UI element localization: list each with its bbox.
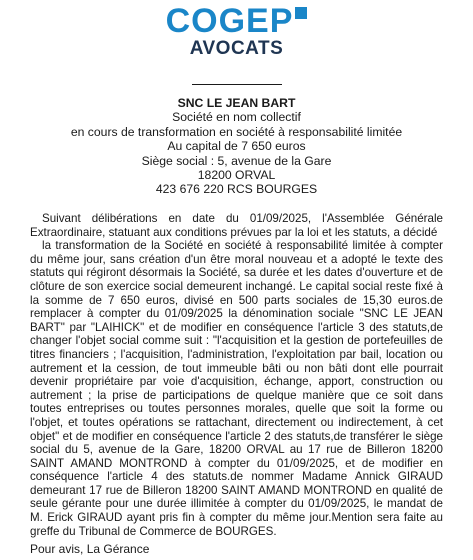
- company-transformation-status: en cours de transformation en société à responsabilité limitée: [70, 124, 403, 139]
- notice-paragraph-intro: Suivant délibérations en date du 01/09/2025, l'Assemblée Générale Extraordinaire, statuant aux conditions prévues par la loi et les statuts, a décidé: [30, 212, 443, 239]
- company-name: SNC LE JEAN BART: [177, 96, 296, 110]
- logo-mark: [165, 2, 308, 40]
- notice-signoff: Pour avis, La Gérance: [30, 542, 150, 556]
- notice-body: [30, 212, 443, 538]
- logo-tagline: AVOCATS: [189, 38, 284, 59]
- logo-square-icon: [295, 7, 307, 19]
- company-header: [0, 96, 473, 197]
- notice-paragraph-decisions: la transformation de la Société en société à responsabilité limitée à compter du même jour, sans création d'un être moral nouveau et a adopté le texte des statuts qui régiront désormais la Société, sa durée et les dates d'ouverture et de clôture de son exercice social demeurent inchangé. Le capital social reste fixé à la somme de 7 650 euros, divisé en 500 parts sociales de 15,30 euros.de remplacer à compter du 01/09/2025 la dénomination sociale "SNC LE JEAN BART" par "LAIHICK" et de modifier en conséquence l'article 3 des statuts,de changer l'objet social comme suit : "l'acquisition et la gestion de portefeuilles de titres financiers ; l'acquisition, l'administration, l'exploitation par bail, location ou autrement et la cession, de tout immeuble bâti ou non bâti dont elle pourrait devenir propriétaire par voie d'acquisition, échange, apport, construction ou autrement ; la prise de participations de quelque manière que ce soit dans toutes entreprises ou toutes personnes morales, quelle que soit la forme ou l'objet, et toutes opérations se rattachant, directement ou indirectement, à cet objet" et de modifier en conséquence l'article 2 des statuts,de transférer le siège social du 5, avenue de la Gare, 18200 ORVAL au 17 rue de Billeron 18200 SAINT AMAND MONTROND à compter du 01/09/2025, et de modifier en conséquence l'article 4 des statuts.de nommer Madame Annick GIRAUD demeurant 17 rue de Billeron 18200 SAINT AMAND MONTROND en qualité de seule gérante pour une durée illimitée à compter du 01/09/2025, le mandat de M. Erick GIRAUD ayant pris fin à compter du même jour.Mention sera faite au greffe du Tribunal de Commerce de BOURGES.: [30, 239, 443, 538]
- logo-brand: COGEP: [165, 2, 294, 40]
- cogep-avocats-logo: [0, 2, 473, 59]
- header-divider: [192, 84, 282, 85]
- company-postal-city: 18200 ORVAL: [197, 168, 276, 183]
- company-rcs-number: 423 676 220 RCS BOURGES: [155, 182, 318, 197]
- company-form: Société en nom collectif: [172, 110, 301, 125]
- company-capital: Au capital de 7 650 euros: [167, 139, 306, 154]
- company-registered-office: Siège social : 5, avenue de la Gare: [141, 153, 332, 168]
